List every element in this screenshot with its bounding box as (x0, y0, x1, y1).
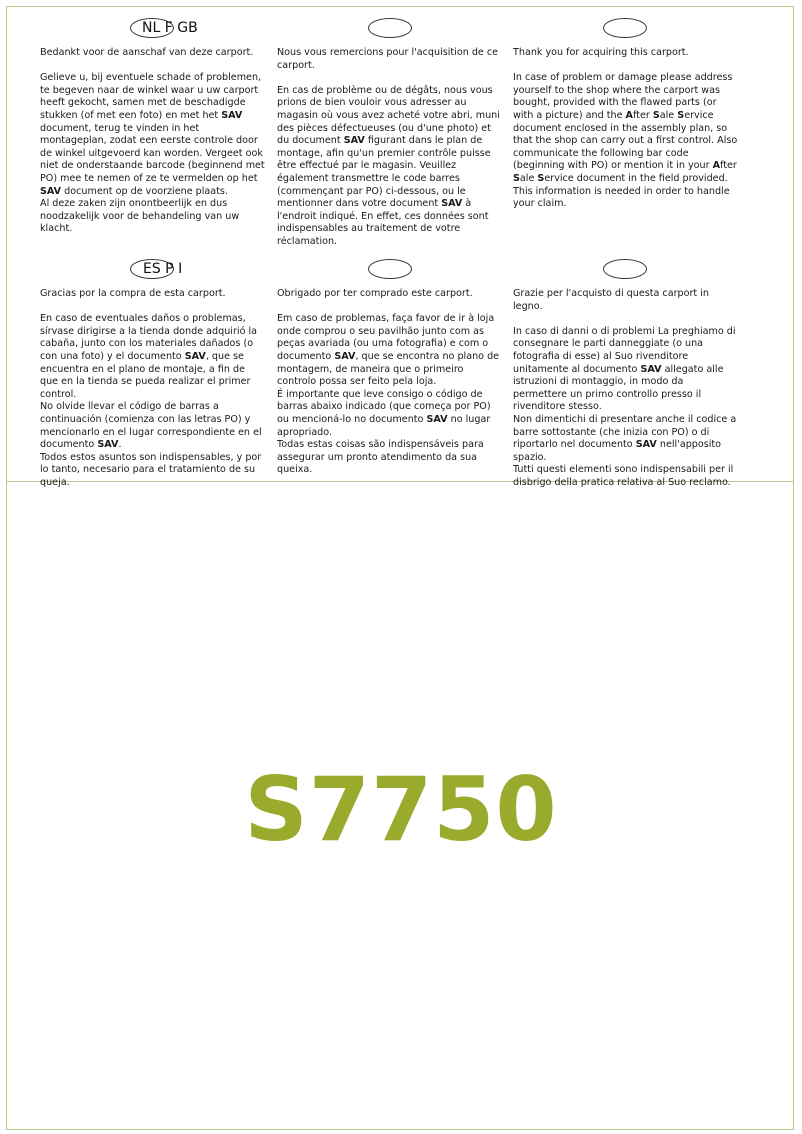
paragraph-es-3: Todos estos asuntos son indispensables, y por lo tanto, necesario para el tratamiento de su queja. (40, 451, 262, 488)
thanks-pt: Obrigado por ter comprado este carport. (277, 288, 473, 299)
flag-oval-it (603, 259, 647, 279)
thanks-it: Grazie per l'acquisto di questa carport in legno. (513, 288, 709, 312)
thanks-fr: Nous vous remercions pour l'acquisition de ce carport. (277, 47, 499, 71)
flag-oval-pt (368, 259, 412, 279)
language-codes-bottom: ES P I (143, 261, 183, 277)
model-number: S7750 (244, 758, 558, 861)
text-column-pt (277, 288, 503, 477)
text-column-fr (277, 47, 503, 249)
paragraph-pt-2: É importante que leve consigo o código de barras abaixo indicado (que começa por PO) ou mencioná-lo no documento SAV no lugar apropriado. (277, 388, 491, 438)
paragraph-it-1: In caso di danni o di problemi La preghiamo di consegnare le parti danneggiate (o una fotografia di esse) al Suo rivenditore unitamente al documento SAV allegato alle istruzioni di montaggio, in modo da permettere un primo controllo presso il rivenditore stesso. (513, 325, 736, 413)
paragraph-it-2: Non dimentichi di presentare anche il codice a barre sottostante (che inizia con PO) o di riportarlo nel documento SAV nell'apposito spazio. (513, 413, 737, 463)
paragraph-pt-1: Em caso de problemas, faça favor de ir à loja onde comprou o seu pavilhão junto com as peças avariada (ou uma fotografia) e com o documento SAV, que se encontra no plano de montagem, de maneira que o primeiro controlo possa ser feito pela loja. (277, 313, 500, 388)
thanks-es: Gracias por la compra de esta carport. (40, 288, 226, 299)
thanks-gb: Thank you for acquiring this carport. (513, 47, 689, 58)
text-column-nl (40, 47, 266, 236)
text-column-it (513, 288, 739, 490)
flag-oval-fr (368, 18, 412, 38)
paragraph-fr-1: En cas de problème ou de dégâts, nous vous prions de bien vouloir vous adresser au magasin où vous avez acheté votre abri, muni des pièces défectueuses (ou d'une photo) et du document SAV figurant dans le plan de montage, afin qu'un premier contrôle puisse être effectué par le magasin. Veuillez également transmettre le code barres (commençant par PO) ci-dessous, ou le mentionner dans votre document SAV à l'endroit indiqué. En effet, ces données sont indispensables au traitement de votre réclamation. (277, 84, 500, 247)
paragraph-gb-1: In case of problem or damage please address yourself to the shop where the carport was bought, provided with the flawed parts (or with a picture) and the After Sale Service document enclosed in the assembly plan, so that the shop can carry out a first control. Also communicate the following bar code (beginning with PO) or mention it in your After Sale Service document in the field provided. This information is needed in order to handle your claim. (513, 72, 738, 210)
text-column-es (40, 288, 266, 490)
thanks-nl: Bedankt voor de aanschaf van deze carport. (40, 47, 254, 58)
paragraph-it-3: Tutti questi elementi sono indispensabili per il disbrigo della pratica relativa al Suo reclamo. (513, 464, 734, 488)
paragraph-pt-3: Todas estas coisas são indispensáveis para assegurar um pronto atendimento da sua queixa. (277, 439, 484, 476)
paragraph-es-2: No olvide llevar el código de barras a continuación (comienza con las letras PO) y mencionarlo en el lugar correspondiente en el documento SAV. (40, 401, 262, 451)
flag-oval-gb (603, 18, 647, 38)
paragraph-nl-2: Al deze zaken zijn onontbeerlijk en dus noodzakelijk voor de behandeling van uw klacht. (40, 198, 240, 235)
language-codes-top: NL F GB (142, 20, 198, 36)
paragraph-nl-1: Gelieve u, bij eventuele schade of problemen, te begeven naar de winkel waar u uw carport heeft gekocht, samen met de beschadigde stukken (of met een foto) en met het SAV document, terug te vinden in het montageplan, zodat een eerste controle door de winkel uitgevoerd kan worden. Vergeet ook niet de onderstaande barcode (beginnend met PO) mee te nemen of ze te vermelden op het SAV document op de voorziene plaats. (40, 72, 265, 197)
paragraph-es-1: En caso de eventuales daños o problemas, sírvase dirigirse a la tienda donde adquirió la cabaña, junto con los materiales dañados (o con una foto) y el documento SAV, que se encuentra en el plano de montaje, a fin de que en la tienda se pueda realizar el primer control. (40, 313, 258, 400)
text-column-gb (513, 47, 739, 211)
